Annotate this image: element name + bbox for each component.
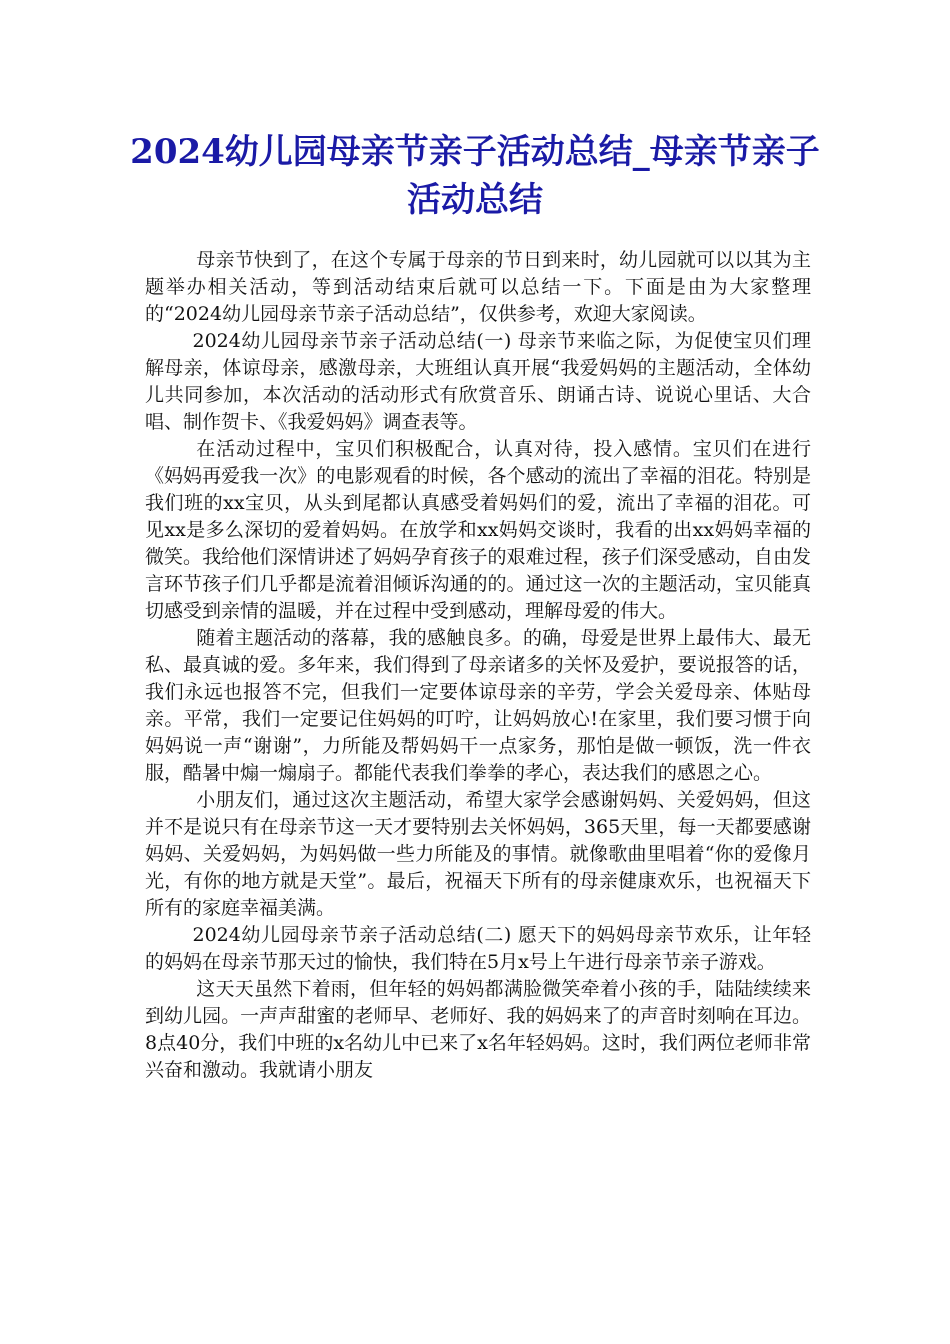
closing-paragraph: 小朋友们，通过这次主题活动，希望大家学会感谢妈妈、关爱妈妈，但这并不是说只有在母亲节这一天才要特别去关怀妈妈，365天里，每一天都要感谢妈妈、关爱妈妈，为妈妈做一些力所能及的事情。就像歌曲里唱着“你的爱像月光，有你的地方就是天堂”。最后，祝福天下所有的母亲健康欢乐，也祝福天下所有的家庭幸福美满。 — [145, 789, 811, 919]
summary-one-paragraph: 2024幼儿园母亲节亲子活动总结(一) 母亲节来临之际，为促使宝贝们理解母亲，体谅母亲，感激母亲，大班组认真开展“我爱妈妈的主题活动，全体幼儿共同参加，本次活动的活动形式有欣赏音乐、朗诵古诗、说说心里话、大合唱、制作贺卡、《我爱妈妈》调查表等。 — [145, 330, 811, 433]
intro-paragraph: 母亲节快到了，在这个专属于母亲的节日到来时，幼儿园就可以以其为主题举办相关活动，等到活动结束后就可以总结一下。下面是由为大家整理的“2024幼儿园母亲节亲子活动总结”，仅供参考，欢迎大家阅读。 — [145, 249, 811, 325]
document-title: 2024幼儿园母亲节亲子活动总结_母亲节亲子活动总结 — [130, 132, 820, 220]
rainy-day-paragraph: 这天天虽然下着雨，但年轻的妈妈都满脸微笑牵着小孩的手，陆陆续续来到幼儿园。一声声甜蜜的老师早、老师好、我的妈妈来了的声音时刻响在耳边。8点40分，我们中班的x名幼儿中已来了x名年轻妈妈。这时，我们两位老师非常兴奋和激动。我就请小朋友 — [145, 978, 811, 1081]
document-body — [145, 247, 811, 1084]
activity-process-paragraph: 在活动过程中，宝贝们积极配合，认真对待，投入感情。宝贝们在进行《妈妈再爱我一次》的电影观看的时候，各个感动的流出了幸福的泪花。特别是我们班的xx宝贝，从头到尾都认真感受着妈妈们的爱，流出了幸福的泪花。可见xx是多么深切的爱着妈妈。在放学和xx妈妈交谈时，我看的出xx妈妈幸福的微笑。我给他们深情讲述了妈妈孕育孩子的艰难过程，孩子们深受感动，自由发言环节孩子们几乎都是流着泪倾诉沟通的的。通过这一次的主题活动，宝贝能真切感受到亲情的温暖，并在过程中受到感动，理解母爱的伟大。 — [145, 438, 811, 622]
summary-two-paragraph: 2024幼儿园母亲节亲子活动总结(二) 愿天下的妈妈母亲节欢乐，让年轻的妈妈在母亲节那天过的愉快，我们特在5月x号上午进行母亲节亲子游戏。 — [145, 924, 811, 973]
reflection-paragraph: 随着主题活动的落幕，我的感触良多。的确，母爱是世界上最伟大、最无私、最真诚的爱。多年来，我们得到了母亲诸多的关怀及爱护，要说报答的话，我们永远也报答不完，但我们一定要体谅母亲的辛劳，学会关爱母亲、体贴母亲。平常，我们一定要记住妈妈的叮咛，让妈妈放心!在家里，我们要习惯于向妈妈说一声“谢谢”，力所能及帮妈妈干一点家务，那怕是做一顿饭，洗一件衣服，酷暑中煽一煽扇子。都能代表我们拳拳的孝心，表达我们的感恩之心。 — [145, 627, 811, 784]
